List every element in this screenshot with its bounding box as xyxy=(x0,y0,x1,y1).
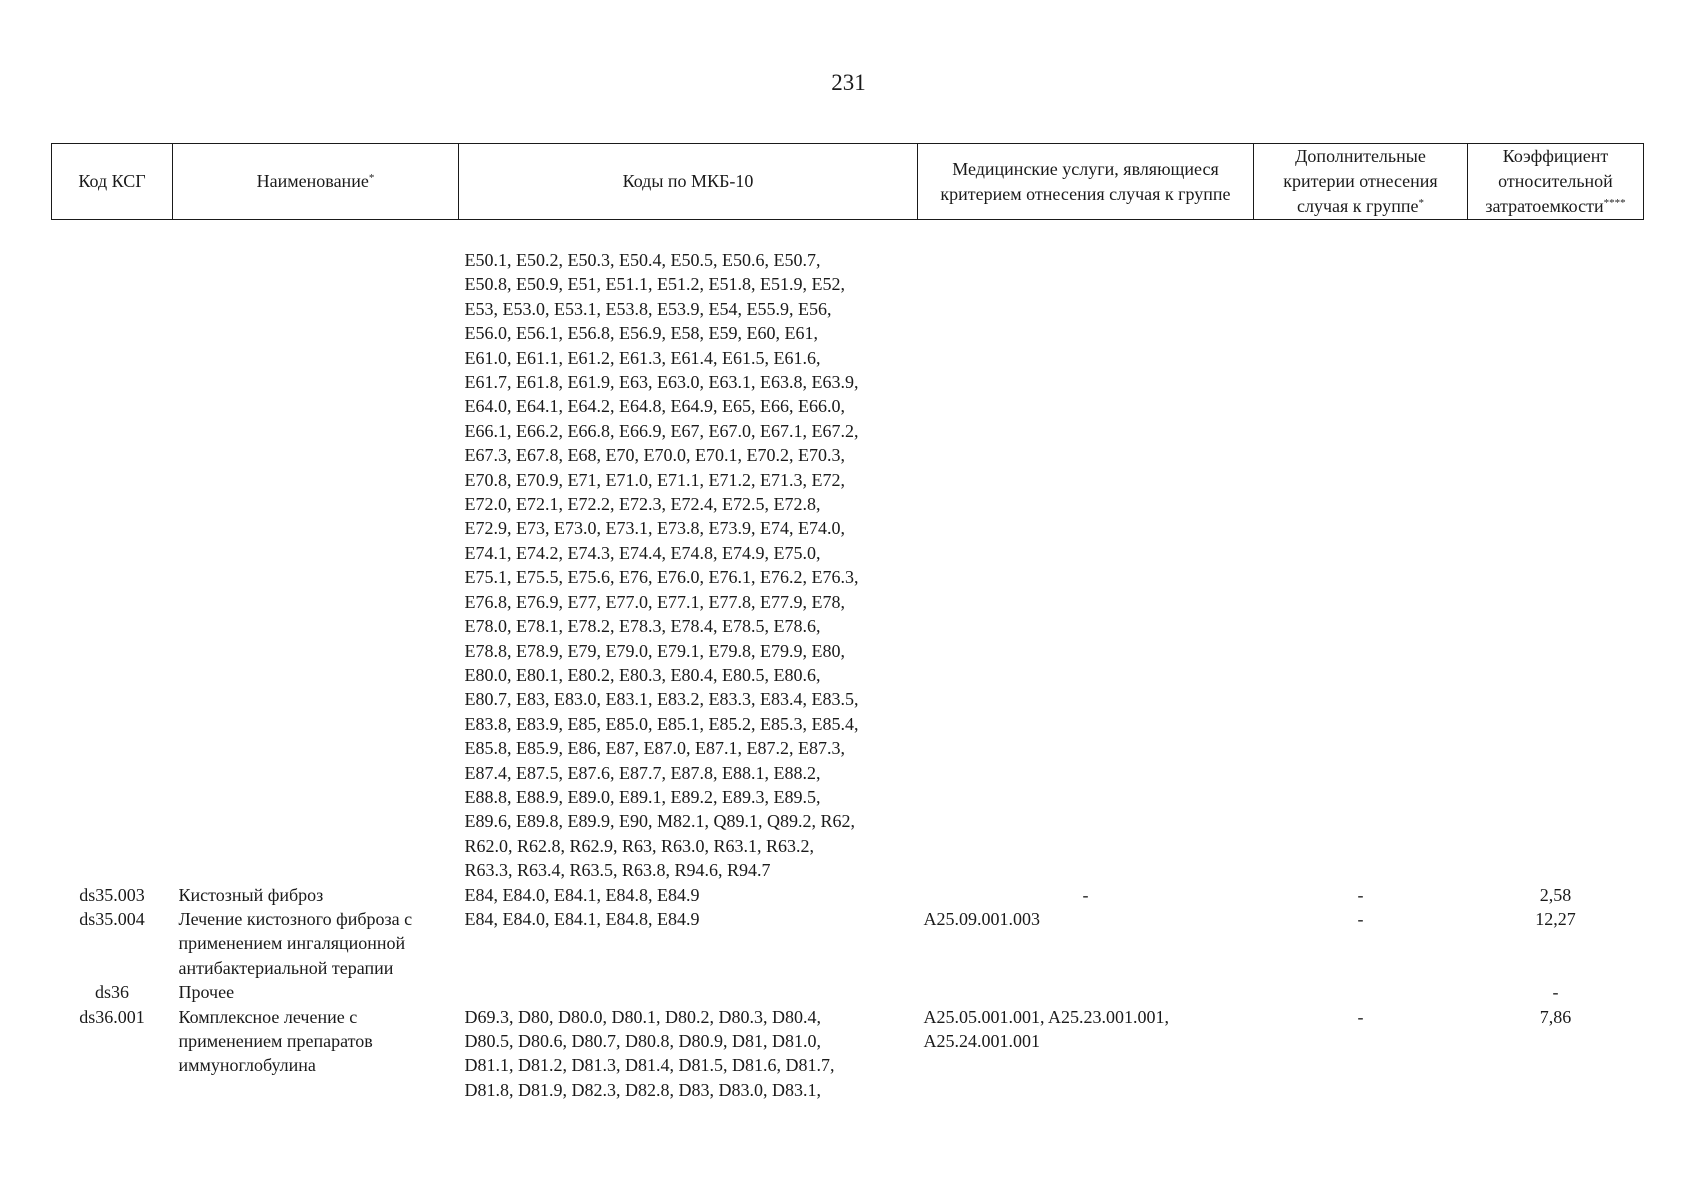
page-number: 231 xyxy=(831,70,866,95)
header-coefficient: Коэффициент относительной затратоемкости**** xyxy=(1468,144,1644,220)
footnote-mark: * xyxy=(368,172,375,184)
ksg-code: ds35.003 xyxy=(79,884,145,905)
ksg-name: Кистозный фиброз xyxy=(178,884,324,905)
table-row xyxy=(52,1005,1644,1103)
header-ksg-code: Код КСГ xyxy=(52,144,173,220)
mkb-codes: D69.3, D80, D80.0, D80.1, D80.2, D80.3, D80.4, D80.5, D80.6, D80.7, D80.8, D80.9, D81, D81.0, D81.1, D81.2, D81.3, D81.4, D81.5, D81.6, D81.7, D81.8, D81.9, D82.3, D82.8, D83, D83.0, D83.1, xyxy=(464,1006,835,1100)
ksg-code: ds35.004 xyxy=(79,908,145,929)
table-row xyxy=(52,907,1644,980)
ksg-code: ds36 xyxy=(94,982,129,1003)
continuation-row xyxy=(52,248,1644,883)
header-extra-criteria: Дополнительные критерии отнесения случая к группе* xyxy=(1254,144,1468,220)
extra-criteria: - xyxy=(1357,908,1364,929)
footnote-mark: * xyxy=(1418,197,1424,209)
table-header-row xyxy=(52,144,1644,220)
mkb-codes xyxy=(459,980,918,1004)
mkb-codes: E84, E84.0, E84.1, E84.8, E84.9 xyxy=(464,908,700,929)
header-mkb-codes: Коды по МКБ-10 xyxy=(459,144,918,220)
ksg-name: Лечение кистозного фиброза с применением ингаляционной антибактериальной терапии xyxy=(178,908,413,978)
coefficient: 7,86 xyxy=(1539,1006,1572,1027)
medical-services: - xyxy=(1082,884,1089,905)
extra-criteria: - xyxy=(1357,1006,1364,1027)
ksg-name: Комплексное лечение с применением препаратов иммуноглобулина xyxy=(178,1006,373,1076)
medical-services: A25.05.001.001, A25.23.001.001, A25.24.001.001 xyxy=(923,1006,1170,1051)
medical-services xyxy=(918,980,1254,1004)
extra-criteria: - xyxy=(1357,884,1364,905)
header-medical-services: Медицинские услуги, являющиеся критерием отнесения случая к группе xyxy=(918,144,1254,220)
table-row xyxy=(52,883,1644,907)
coefficient: 2,58 xyxy=(1539,884,1572,905)
ksg-code: ds36.001 xyxy=(79,1006,145,1027)
extra-criteria xyxy=(1254,980,1468,1004)
coefficient: 12,27 xyxy=(1535,908,1576,929)
ksg-name: Прочее xyxy=(178,982,235,1003)
table-row xyxy=(52,980,1644,1004)
mkb-codes: E84, E84.0, E84.1, E84.8, E84.9 xyxy=(464,884,700,905)
footnote-mark: **** xyxy=(1603,197,1626,209)
continuation-mkb-codes: E50.1, E50.2, E50.3, E50.4, E50.5, E50.6, E50.7, E50.8, E50.9, E51, E51.1, E51.2, E51.8, E51.9, E52, E53, E53.0, E53.1, E53.8, E53.9, E54, E55.9, E56, E56.0, E56.1, E56.8, E56.9, E58, E59, E60, E61, E61.0, E61.1, E61.2, E61.3, E61.4, E61.5, E61.6, E61.7, E61.8, E61.9, E63, E63.0, E63.1, E63.8, E63.9, E64.0, E64.1, E64.2, E64.8, E64.9, E65, E66, E66.0, E66.1, E66.2, E66.8, E66.9, E67, E67.0, E67.1, E67.2, E67.3, E67.8, E68, E70, E70.0, E70.1, E70.2, E70.3, E70.8, E70.9, E71, E71.0, E71.1, E71.2, E71.3, E72, E72.0, E72.1, E72.2, E72.3, E72.4, E72.5, E72.8, E72.9, E73, E73.0, E73.1, E73.8, E73.9, E74, E74.0, E74.1, E74.2, E74.3, E74.4, E74.8, E74.9, E75.0, E75.1, E75.5, E75.6, E76, E76.0, E76.1, E76.2, E76.3, E76.8, E76.9, E77, E77.0, E77.1, E77.8, E77.9, E78, E78.0, E78.1, E78.2, E78.3, E78.4, E78.5, E78.6, E78.8, E78.9, E79, E79.0, E79.1, E79.8, E79.9, E80, E80.0, E80.1, E80.2, E80.3, E80.4, E80.5, E80.6, E80.7, E83, E83.0, E83.1, E83.2, E83.3, E83.4, E83.5, E83.8, E83.9, E85, E85.0, E85.1, E85.2, E85.3, E85.4, E85.8, E85.9, E86, E87, E87.0, E87.1, E87.2, E87.3, E87.4, E87.5, E87.6, E87.7, E87.8, E88.1, E88.2, E88.8, E88.9, E89.0, E89.1, E89.2, E89.3, E89.5, E89.6, E89.8, E89.9, E90, M82.1, Q89.1, Q89.2, R62, R62.0, R62.8, R62.9, R63, R63.0, R63.1, R63.2, R63.3, R63.4, R63.5, R63.8, R94.6, R94.7 xyxy=(464,250,859,881)
header-name: Наименование* xyxy=(173,144,459,220)
medical-services: A25.09.001.003 xyxy=(923,908,1040,929)
coefficient: - xyxy=(1552,982,1559,1003)
ksg-table xyxy=(51,143,1644,1102)
